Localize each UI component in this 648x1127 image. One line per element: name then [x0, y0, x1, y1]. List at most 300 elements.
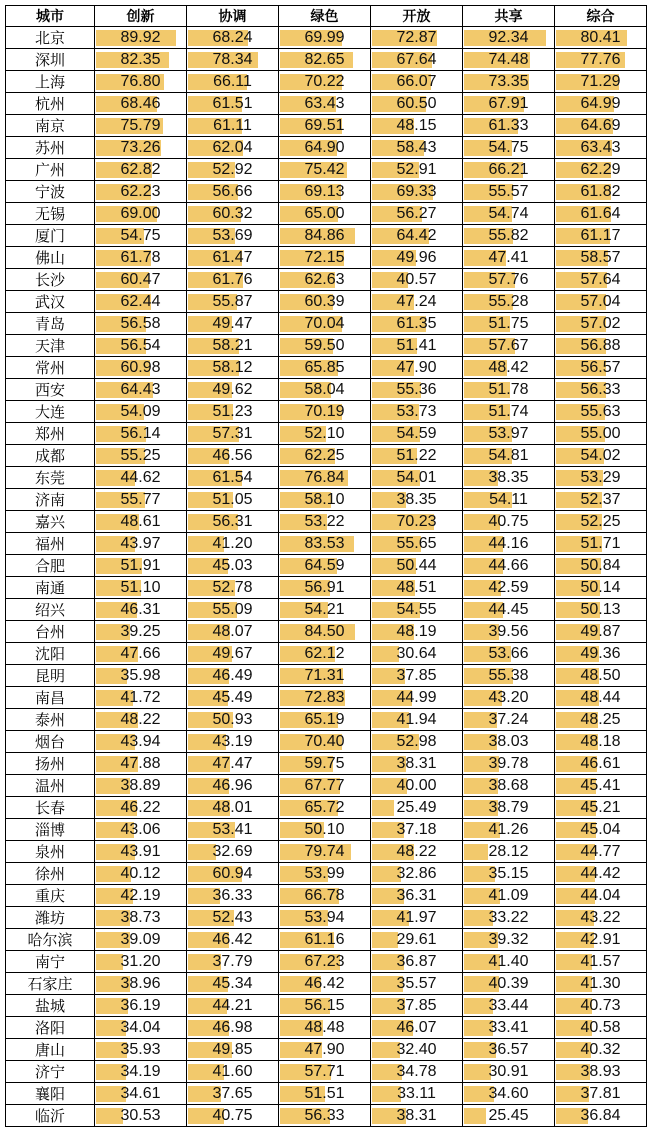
table-row — [6, 951, 647, 973]
openness-score-cell — [371, 753, 463, 775]
table-row — [6, 797, 647, 819]
table-row — [6, 511, 647, 533]
city-name-cell: 泉州 — [6, 841, 95, 863]
score-value: 58.21 — [212, 337, 253, 354]
city-name-cell: 南昌 — [6, 687, 95, 709]
score-value: 38.93 — [580, 1063, 621, 1080]
score-value: 57.76 — [488, 271, 529, 288]
score-value: 64.43 — [120, 381, 161, 398]
composite-score-cell — [555, 709, 647, 731]
sharing-score-cell — [463, 687, 555, 709]
city-name-cell: 绍兴 — [6, 599, 95, 621]
coordination-score-cell — [187, 973, 279, 995]
composite-score-cell — [555, 841, 647, 863]
city-name-cell: 南京 — [6, 115, 95, 137]
city-name-cell: 唐山 — [6, 1039, 95, 1061]
score-value: 39.25 — [120, 623, 161, 640]
score-value: 52.10 — [304, 425, 345, 442]
openness-score-cell — [371, 225, 463, 247]
score-value: 44.66 — [488, 557, 529, 574]
score-value: 34.78 — [396, 1063, 437, 1080]
score-value: 36.87 — [396, 953, 437, 970]
header-sharing: 共享 — [463, 6, 555, 27]
city-name-cell: 青岛 — [6, 313, 95, 335]
innovation-score-cell — [95, 775, 187, 797]
sharing-score-cell — [463, 1061, 555, 1083]
score-value: 48.01 — [212, 799, 253, 816]
openness-score-cell — [371, 863, 463, 885]
score-value: 37.65 — [212, 1085, 253, 1102]
score-value: 30.53 — [120, 1107, 161, 1124]
score-value: 48.22 — [120, 711, 161, 728]
green-score-cell — [279, 863, 371, 885]
score-value: 48.07 — [212, 623, 253, 640]
score-value: 38.35 — [396, 491, 437, 508]
score-value: 44.99 — [396, 689, 437, 706]
composite-score-cell — [555, 863, 647, 885]
score-value: 73.26 — [120, 139, 161, 156]
score-value: 78.34 — [212, 51, 253, 68]
composite-score-cell — [555, 313, 647, 335]
table-row — [6, 401, 647, 423]
score-value: 38.96 — [120, 975, 161, 992]
table-row — [6, 819, 647, 841]
openness-score-cell — [371, 995, 463, 1017]
score-value: 60.98 — [120, 359, 161, 376]
score-value: 63.43 — [580, 139, 621, 156]
score-value: 55.25 — [120, 447, 161, 464]
green-score-cell — [279, 775, 371, 797]
score-value: 41.30 — [580, 975, 621, 992]
green-score-cell — [279, 357, 371, 379]
score-value: 61.51 — [212, 95, 253, 112]
score-value: 66.78 — [304, 887, 345, 904]
header-green: 绿色 — [279, 6, 371, 27]
table-row — [6, 599, 647, 621]
composite-score-cell — [555, 929, 647, 951]
score-value: 57.31 — [212, 425, 253, 442]
score-value: 51.71 — [580, 535, 621, 552]
score-value: 56.57 — [580, 359, 621, 376]
innovation-score-cell — [95, 885, 187, 907]
coordination-score-cell — [187, 379, 279, 401]
sharing-score-cell — [463, 93, 555, 115]
score-value: 44.45 — [488, 601, 529, 618]
city-name-cell: 沈阳 — [6, 643, 95, 665]
green-score-cell — [279, 203, 371, 225]
score-value: 51.74 — [488, 403, 529, 420]
score-value: 52.91 — [396, 161, 437, 178]
score-value: 41.94 — [396, 711, 437, 728]
sharing-score-cell — [463, 929, 555, 951]
score-value: 60.39 — [304, 293, 345, 310]
score-value: 92.34 — [488, 29, 529, 46]
table-row — [6, 93, 647, 115]
score-value: 58.43 — [396, 139, 437, 156]
coordination-score-cell — [187, 621, 279, 643]
sharing-score-cell — [463, 71, 555, 93]
score-value: 56.66 — [212, 183, 253, 200]
innovation-score-cell — [95, 951, 187, 973]
city-name-cell: 济宁 — [6, 1061, 95, 1083]
score-value: 28.12 — [488, 843, 529, 860]
innovation-score-cell — [95, 819, 187, 841]
composite-score-cell — [555, 665, 647, 687]
score-value: 35.15 — [488, 865, 529, 882]
score-value: 61.54 — [212, 469, 253, 486]
innovation-score-cell — [95, 93, 187, 115]
sharing-score-cell — [463, 225, 555, 247]
green-score-cell — [279, 93, 371, 115]
score-value: 50.93 — [212, 711, 253, 728]
innovation-score-cell — [95, 49, 187, 71]
score-value: 41.26 — [488, 821, 529, 838]
score-value: 41.72 — [120, 689, 161, 706]
green-score-cell — [279, 467, 371, 489]
coordination-score-cell — [187, 863, 279, 885]
score-value: 68.24 — [212, 29, 253, 46]
innovation-score-cell — [95, 401, 187, 423]
green-score-cell — [279, 1083, 371, 1105]
table-row — [6, 841, 647, 863]
composite-score-cell — [555, 225, 647, 247]
city-name-cell: 昆明 — [6, 665, 95, 687]
score-value: 32.69 — [212, 843, 253, 860]
coordination-score-cell — [187, 511, 279, 533]
coordination-score-cell — [187, 907, 279, 929]
score-value: 51.78 — [488, 381, 529, 398]
composite-score-cell — [555, 577, 647, 599]
city-name-cell: 天津 — [6, 335, 95, 357]
score-value: 38.89 — [120, 777, 161, 794]
score-value: 44.77 — [580, 843, 621, 860]
coordination-score-cell — [187, 247, 279, 269]
green-score-cell — [279, 71, 371, 93]
score-value: 56.15 — [304, 997, 345, 1014]
green-score-cell — [279, 1039, 371, 1061]
score-value: 40.75 — [488, 513, 529, 530]
innovation-score-cell — [95, 665, 187, 687]
green-score-cell — [279, 1017, 371, 1039]
city-name-cell: 长沙 — [6, 269, 95, 291]
city-name-cell: 佛山 — [6, 247, 95, 269]
score-value: 60.94 — [212, 865, 253, 882]
score-value: 53.94 — [304, 909, 345, 926]
score-value: 36.57 — [488, 1041, 529, 1058]
coordination-score-cell — [187, 423, 279, 445]
score-value: 55.09 — [212, 601, 253, 618]
score-value: 64.99 — [580, 95, 621, 112]
table-row — [6, 1039, 647, 1061]
innovation-score-cell — [95, 203, 187, 225]
coordination-score-cell — [187, 819, 279, 841]
composite-score-cell — [555, 335, 647, 357]
table-row — [6, 555, 647, 577]
header-composite: 综合 — [555, 6, 647, 27]
coordination-score-cell — [187, 1017, 279, 1039]
header-openness: 开放 — [371, 6, 463, 27]
score-value: 40.58 — [580, 1019, 621, 1036]
openness-score-cell — [371, 731, 463, 753]
composite-score-cell — [555, 797, 647, 819]
score-value: 67.64 — [396, 51, 437, 68]
city-name-cell: 嘉兴 — [6, 511, 95, 533]
openness-score-cell — [371, 511, 463, 533]
green-score-cell — [279, 841, 371, 863]
coordination-score-cell — [187, 203, 279, 225]
innovation-score-cell — [95, 929, 187, 951]
city-name-cell: 潍坊 — [6, 907, 95, 929]
score-value: 54.21 — [304, 601, 345, 618]
header-innovation: 创新 — [95, 6, 187, 27]
green-score-cell — [279, 885, 371, 907]
coordination-score-cell — [187, 599, 279, 621]
coordination-score-cell — [187, 775, 279, 797]
score-value: 61.16 — [304, 931, 345, 948]
coordination-score-cell — [187, 115, 279, 137]
green-score-cell — [279, 27, 371, 49]
sharing-score-cell — [463, 863, 555, 885]
openness-score-cell — [371, 687, 463, 709]
innovation-score-cell — [95, 533, 187, 555]
innovation-score-cell — [95, 467, 187, 489]
header-coordination: 协调 — [187, 6, 279, 27]
city-name-cell: 广州 — [6, 159, 95, 181]
green-score-cell — [279, 995, 371, 1017]
composite-score-cell — [555, 599, 647, 621]
innovation-score-cell — [95, 687, 187, 709]
green-score-cell — [279, 247, 371, 269]
table-row — [6, 445, 647, 467]
score-value: 72.87 — [396, 29, 437, 46]
openness-score-cell — [371, 533, 463, 555]
score-value: 25.49 — [396, 799, 437, 816]
score-value: 47.24 — [396, 293, 437, 310]
innovation-score-cell — [95, 643, 187, 665]
openness-score-cell — [371, 313, 463, 335]
score-value: 31.20 — [120, 953, 161, 970]
composite-score-cell — [555, 27, 647, 49]
score-value: 44.16 — [488, 535, 529, 552]
openness-score-cell — [371, 115, 463, 137]
innovation-score-cell — [95, 269, 187, 291]
city-name-cell: 温州 — [6, 775, 95, 797]
sharing-score-cell — [463, 555, 555, 577]
score-value: 89.92 — [120, 29, 161, 46]
sharing-score-cell — [463, 511, 555, 533]
green-score-cell — [279, 115, 371, 137]
score-value: 52.43 — [212, 909, 253, 926]
score-value: 47.41 — [488, 249, 529, 266]
score-value: 83.53 — [304, 535, 345, 552]
score-value: 40.39 — [488, 975, 529, 992]
city-name-cell: 西安 — [6, 379, 95, 401]
green-score-cell — [279, 489, 371, 511]
score-value: 38.79 — [488, 799, 529, 816]
table-row — [6, 731, 647, 753]
coordination-score-cell — [187, 1083, 279, 1105]
innovation-score-cell — [95, 907, 187, 929]
innovation-score-cell — [95, 159, 187, 181]
city-name-cell: 重庆 — [6, 885, 95, 907]
composite-score-cell — [555, 753, 647, 775]
coordination-score-cell — [187, 929, 279, 951]
score-value: 38.35 — [488, 469, 529, 486]
table-row — [6, 357, 647, 379]
composite-score-cell — [555, 643, 647, 665]
composite-score-cell — [555, 621, 647, 643]
score-value: 39.56 — [488, 623, 529, 640]
score-value: 48.19 — [396, 623, 437, 640]
sharing-score-cell — [463, 181, 555, 203]
score-value: 56.33 — [304, 1107, 345, 1124]
coordination-score-cell — [187, 797, 279, 819]
score-value: 65.72 — [304, 799, 345, 816]
city-name-cell: 南宁 — [6, 951, 95, 973]
score-value: 35.57 — [396, 975, 437, 992]
score-value: 67.23 — [304, 953, 345, 970]
score-value: 52.37 — [580, 491, 621, 508]
score-value: 49.96 — [396, 249, 437, 266]
score-value: 69.00 — [120, 205, 161, 222]
score-value: 59.50 — [304, 337, 345, 354]
score-value: 43.20 — [488, 689, 529, 706]
score-value: 55.36 — [396, 381, 437, 398]
score-value: 59.75 — [304, 755, 345, 772]
score-value: 36.19 — [120, 997, 161, 1014]
innovation-score-cell — [95, 313, 187, 335]
composite-score-cell — [555, 445, 647, 467]
openness-score-cell — [371, 247, 463, 269]
score-value: 46.07 — [396, 1019, 437, 1036]
score-value: 55.28 — [488, 293, 529, 310]
sharing-score-cell — [463, 335, 555, 357]
score-value: 74.48 — [488, 51, 529, 68]
green-score-cell — [279, 753, 371, 775]
coordination-score-cell — [187, 665, 279, 687]
score-value: 57.04 — [580, 293, 621, 310]
score-value: 49.36 — [580, 645, 621, 662]
score-value: 66.11 — [213, 73, 252, 90]
innovation-score-cell — [95, 995, 187, 1017]
score-value: 80.41 — [580, 29, 621, 46]
score-value: 76.80 — [120, 73, 161, 90]
coordination-score-cell — [187, 1105, 279, 1127]
sharing-score-cell — [463, 709, 555, 731]
score-value: 46.22 — [120, 799, 161, 816]
green-score-cell — [279, 709, 371, 731]
innovation-score-cell — [95, 555, 187, 577]
score-value: 49.62 — [212, 381, 253, 398]
openness-score-cell — [371, 577, 463, 599]
city-name-cell: 苏州 — [6, 137, 95, 159]
header-city: 城市 — [6, 6, 95, 27]
score-value: 63.43 — [304, 95, 345, 112]
score-value: 34.61 — [120, 1085, 161, 1102]
openness-score-cell — [371, 929, 463, 951]
innovation-score-cell — [95, 621, 187, 643]
city-name-cell: 无锡 — [6, 203, 95, 225]
green-score-cell — [279, 1105, 371, 1127]
table-row — [6, 247, 647, 269]
score-value: 51.05 — [212, 491, 253, 508]
score-value: 47.47 — [212, 755, 253, 772]
score-value: 54.09 — [120, 403, 161, 420]
score-value: 43.19 — [212, 733, 253, 750]
score-value: 64.42 — [396, 227, 437, 244]
openness-score-cell — [371, 489, 463, 511]
composite-score-cell — [555, 49, 647, 71]
score-value: 48.42 — [488, 359, 529, 376]
score-value: 53.29 — [580, 469, 621, 486]
coordination-score-cell — [187, 467, 279, 489]
coordination-score-cell — [187, 995, 279, 1017]
sharing-score-cell — [463, 445, 555, 467]
coordination-score-cell — [187, 1039, 279, 1061]
coordination-score-cell — [187, 489, 279, 511]
composite-score-cell — [555, 555, 647, 577]
score-value: 56.14 — [120, 425, 161, 442]
score-value: 32.86 — [396, 865, 437, 882]
score-value: 41.20 — [212, 535, 253, 552]
score-value: 56.91 — [304, 579, 345, 596]
score-value: 33.11 — [397, 1085, 436, 1102]
score-value: 56.88 — [580, 337, 621, 354]
score-value: 48.15 — [396, 117, 437, 134]
city-name-cell: 洛阳 — [6, 1017, 95, 1039]
score-value: 84.86 — [304, 227, 345, 244]
score-value: 43.91 — [120, 843, 161, 860]
table-row — [6, 1017, 647, 1039]
score-value: 70.22 — [304, 73, 345, 90]
score-value: 72.83 — [304, 689, 345, 706]
openness-score-cell — [371, 973, 463, 995]
score-value: 34.04 — [120, 1019, 161, 1036]
openness-score-cell — [371, 71, 463, 93]
sharing-score-cell — [463, 313, 555, 335]
sharing-score-cell — [463, 1017, 555, 1039]
composite-score-cell — [555, 687, 647, 709]
sharing-score-cell — [463, 951, 555, 973]
coordination-score-cell — [187, 269, 279, 291]
openness-score-cell — [371, 357, 463, 379]
coordination-score-cell — [187, 159, 279, 181]
table-row — [6, 467, 647, 489]
score-value: 40.00 — [396, 777, 437, 794]
score-value: 50.10 — [304, 821, 345, 838]
score-value: 50.13 — [580, 601, 621, 618]
score-value: 61.35 — [396, 315, 437, 332]
innovation-score-cell — [95, 1039, 187, 1061]
score-value: 58.57 — [580, 249, 621, 266]
green-score-cell — [279, 379, 371, 401]
score-value: 46.42 — [304, 975, 345, 992]
score-value: 52.78 — [212, 579, 253, 596]
composite-score-cell — [555, 181, 647, 203]
sharing-score-cell — [463, 291, 555, 313]
score-value: 53.99 — [304, 865, 345, 882]
score-value: 48.48 — [304, 1019, 345, 1036]
sharing-score-cell — [463, 423, 555, 445]
city-name-cell: 长春 — [6, 797, 95, 819]
score-value: 69.13 — [304, 183, 345, 200]
innovation-score-cell — [95, 445, 187, 467]
score-value: 66.07 — [396, 73, 437, 90]
composite-score-cell — [555, 1083, 647, 1105]
score-value: 61.47 — [212, 249, 253, 266]
score-value: 51.51 — [304, 1085, 345, 1102]
table-row — [6, 687, 647, 709]
